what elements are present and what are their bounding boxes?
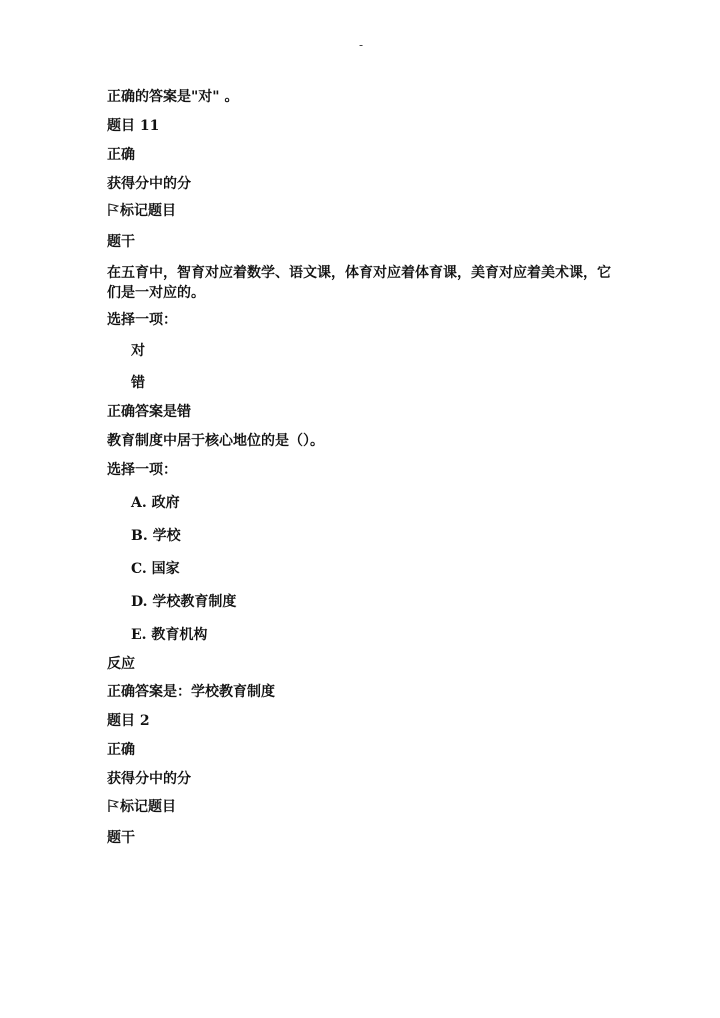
flag-label: 标记题目 — [120, 203, 176, 219]
question-system-prompt: 选择一项： — [107, 462, 177, 478]
flag-label: 标记题目 — [120, 799, 176, 815]
previous-answer: 正确的答案是"对" 。 — [107, 89, 239, 105]
question-11-stem-label: 题干 — [107, 234, 135, 250]
question-system-text: 教育制度中居于核心地位的是（）。 — [107, 433, 324, 449]
question-2-score: 获得分中的分 — [107, 771, 191, 787]
question-2-status: 正确 — [107, 742, 135, 758]
question-11-option-2[interactable]: 错 — [131, 375, 145, 391]
question-system-option-b[interactable]: B. 学校 — [131, 528, 181, 544]
question-11-status: 正确 — [107, 147, 135, 163]
page-mark: - — [359, 38, 364, 52]
question-2-title: 题目 2 — [107, 713, 150, 729]
question-2-flag-button[interactable] — [107, 798, 176, 816]
question-11-title: 题目 11 — [107, 118, 160, 134]
question-11-text: 在五育中，智育对应着数学、语文课，体育对应着体育课，美育对应着美术课，它们是一对应的。 — [107, 265, 611, 301]
question-11-flag-button[interactable] — [107, 202, 176, 220]
question-11-answer: 正确答案是错 — [107, 404, 191, 420]
flag-icon — [107, 203, 119, 217]
question-2-stem-label: 题干 — [107, 830, 135, 846]
question-system-option-e[interactable]: E. 教育机构 — [131, 627, 208, 643]
question-system-answer: 正确答案是：学校教育制度 — [107, 684, 275, 700]
flag-icon — [107, 799, 119, 813]
question-system-option-c[interactable]: C. 国家 — [131, 561, 180, 577]
question-11-score: 获得分中的分 — [107, 176, 191, 192]
question-11-prompt: 选择一项： — [107, 312, 177, 328]
question-system-option-a[interactable]: A. 政府 — [131, 495, 180, 511]
question-system-feedback-label: 反应 — [107, 656, 135, 672]
question-11-option-1[interactable]: 对 — [131, 343, 145, 359]
question-system-option-d[interactable]: D. 学校教育制度 — [131, 594, 237, 610]
